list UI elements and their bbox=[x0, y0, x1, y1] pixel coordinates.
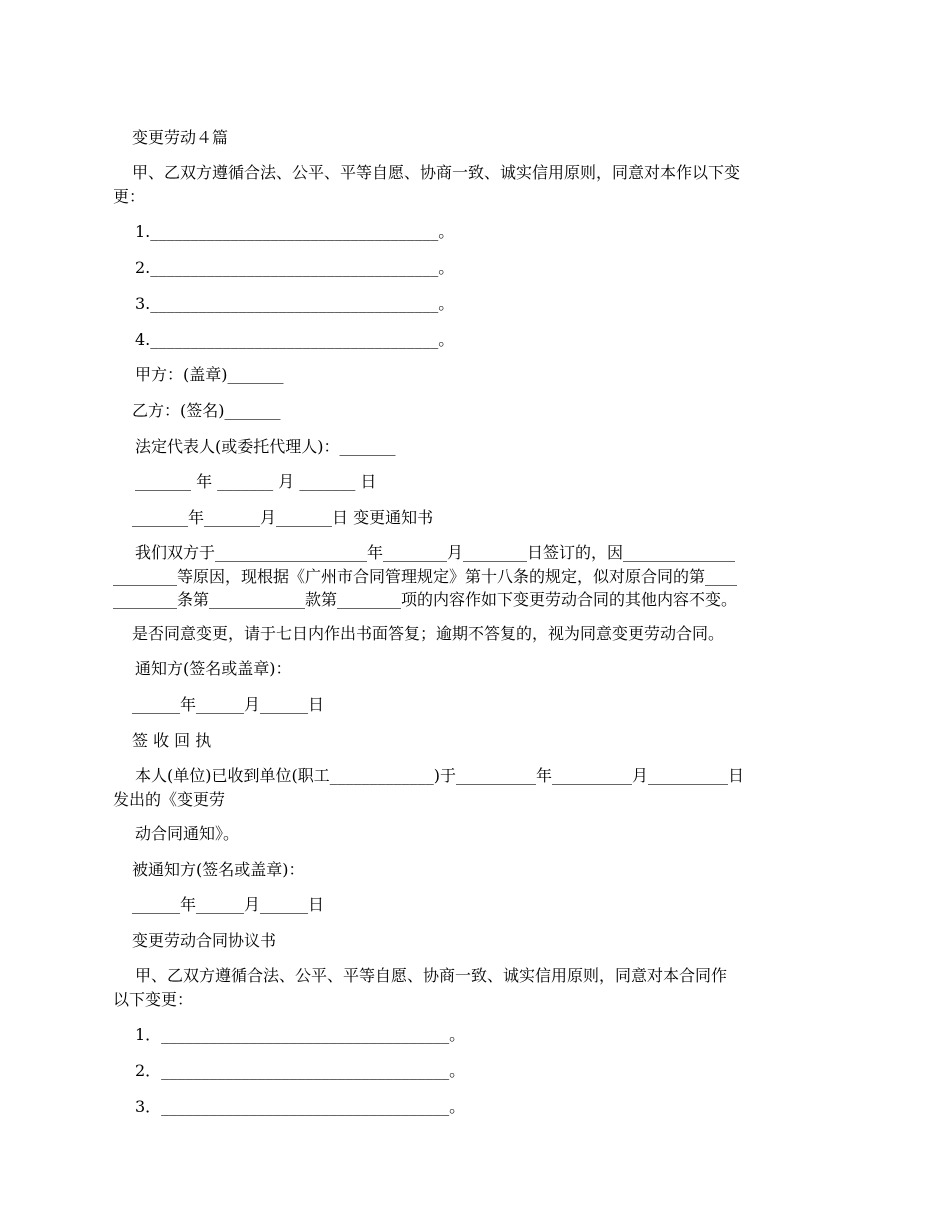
notified-signature: 被通知方(签名或盖章)： bbox=[132, 860, 305, 879]
party-a-signature: 甲方：(盖章)_______ bbox=[135, 365, 284, 384]
notice-paragraph-line: ________条第____________款第________项的内容作如下变更劳动合同的其他内容不变。 bbox=[113, 590, 738, 609]
date-line: ______年______月______日 bbox=[132, 695, 325, 714]
receipt-title: 签 收 回 执 bbox=[132, 731, 212, 750]
date-line: ______年______月______日 bbox=[132, 895, 325, 914]
paragraph-line: 甲、乙双方遵循合法、公平、平等自愿、协商一致、诚实信用原则，同意对本合同作 bbox=[135, 966, 728, 985]
party-b-signature: 乙方：(签名)_______ bbox=[132, 401, 281, 420]
receipt-paragraph-line: 本人(单位)已收到单位(职工_____________)于__________年__________月__________日 bbox=[135, 766, 744, 785]
notifier-signature: 通知方(签名或盖章)： bbox=[135, 659, 292, 678]
paragraph-line: 更： bbox=[113, 187, 146, 206]
list-item: 1.____________________________________。 bbox=[135, 222, 455, 241]
receipt-paragraph-line: 发出的《变更劳 bbox=[113, 790, 226, 809]
notice-paragraph-line: ________等原因，现根据《广州市合同管理规定》第十八条的规定，似对原合同的第____ bbox=[113, 567, 738, 586]
agreement-title: 变更劳动合同协议书 bbox=[132, 931, 277, 950]
notice-paragraph-line: 我们双方于___________________年________月________日签订的，因______________ bbox=[135, 543, 736, 562]
list-item: 4.____________________________________。 bbox=[135, 330, 455, 349]
paragraph-line: 甲、乙双方遵循合法、公平、平等自愿、协商一致、诚实信用原则，同意对本作以下变 bbox=[132, 163, 741, 182]
receipt-paragraph-line: 动合同通知》。 bbox=[135, 824, 240, 843]
paragraph-line: 以下变更： bbox=[113, 990, 194, 1009]
list-item: 2.____________________________________。 bbox=[135, 258, 455, 277]
list-item: 2．____________________________________。 bbox=[135, 1061, 466, 1080]
document-title: 变更劳动４篇 bbox=[132, 128, 229, 147]
legal-representative: 法定代表人(或委托代理人)：_______ bbox=[135, 437, 396, 456]
date-line: _______年_______月_______日 变更通知书 bbox=[132, 508, 434, 527]
list-item: 3．____________________________________。 bbox=[135, 1097, 466, 1116]
reply-request: 是否同意变更，请于七日内作出书面答复；逾期不答复的，视为同意变更劳动合同。 bbox=[132, 624, 725, 643]
list-item: 1．____________________________________。 bbox=[135, 1025, 466, 1044]
date-line: _______ 年 _______ 月 _______ 日 bbox=[135, 472, 377, 491]
list-item: 3.____________________________________。 bbox=[135, 294, 455, 313]
